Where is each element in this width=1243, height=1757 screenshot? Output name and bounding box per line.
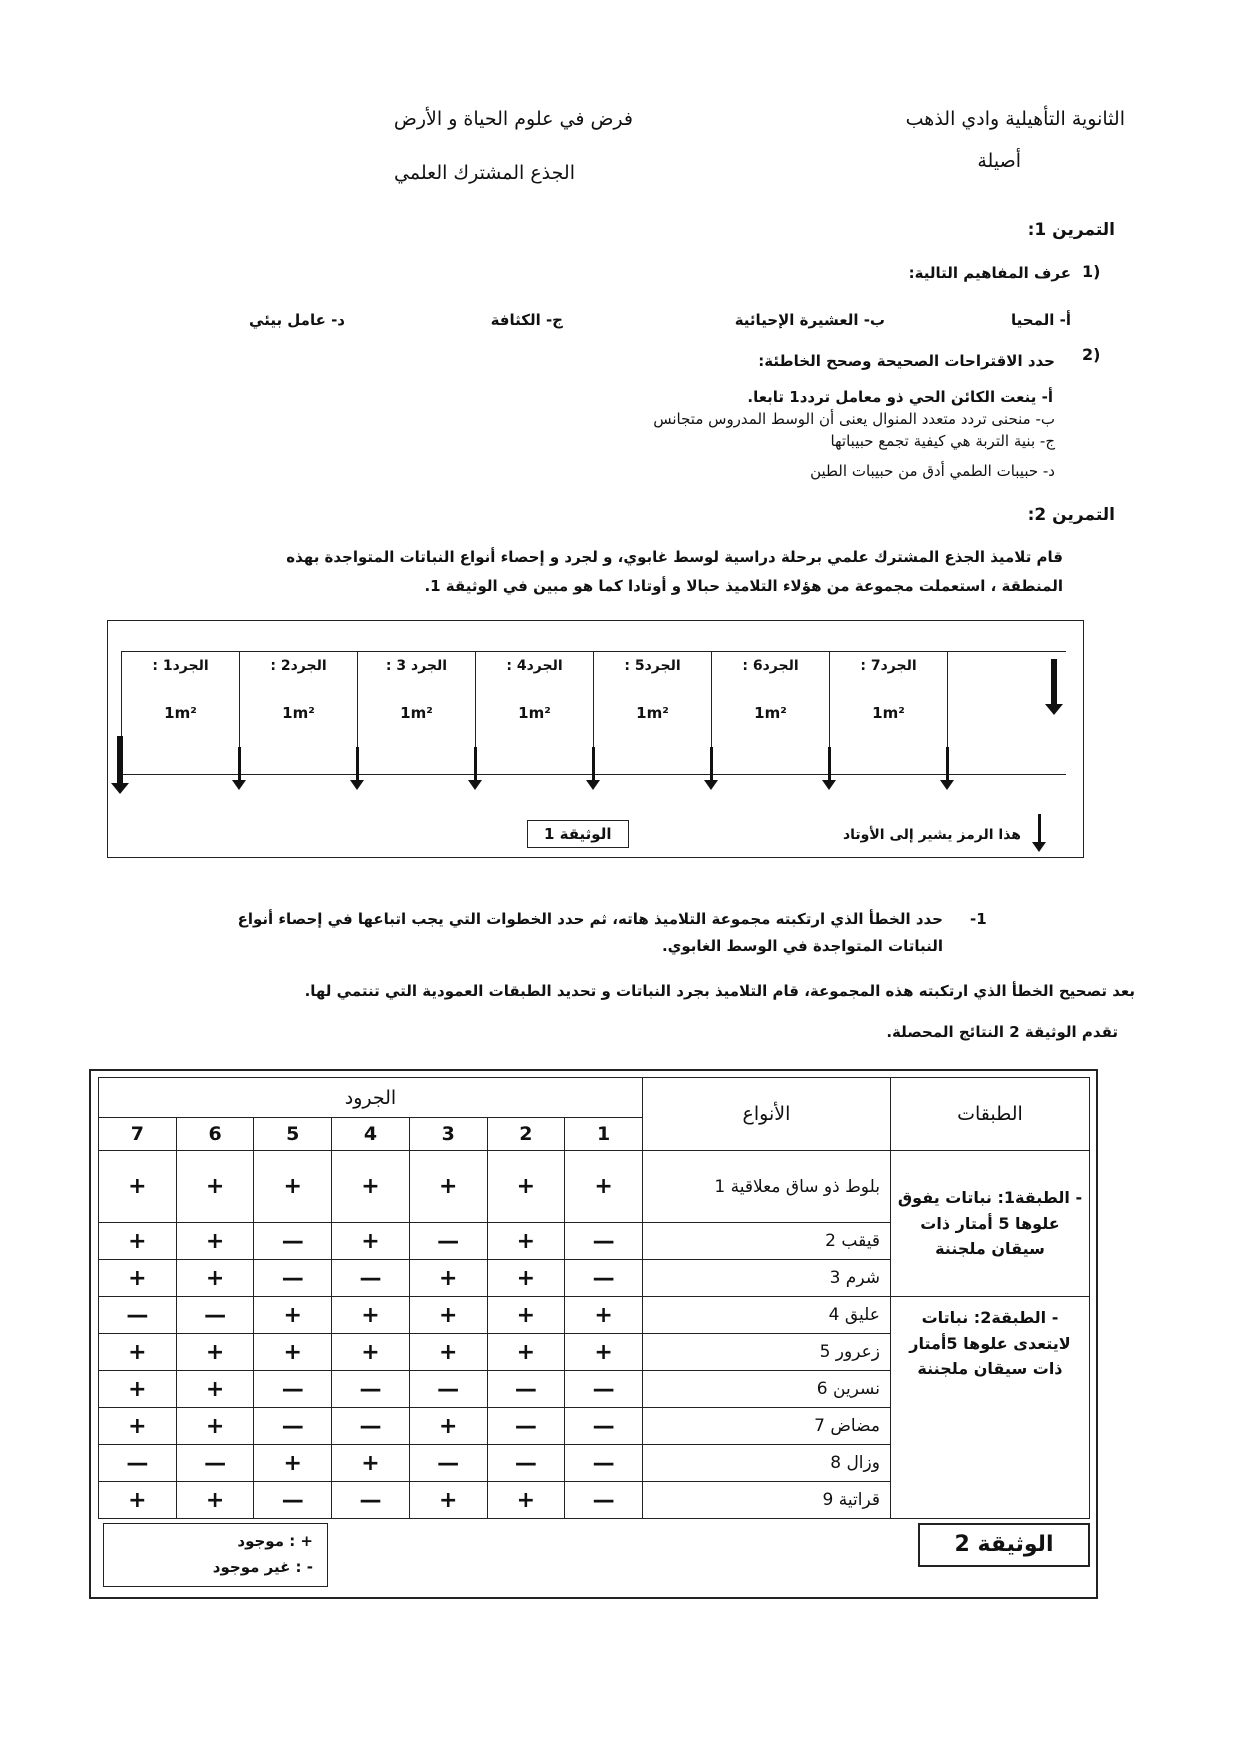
presence-mark: +: [99, 1408, 177, 1445]
quadrat-7-label: الجرد7 :: [860, 658, 917, 674]
presence-mark: +: [332, 1297, 410, 1334]
quadrat-1-label: الجرد1 :: [152, 658, 209, 674]
document1-figure: [107, 620, 1084, 858]
question1-line1: حدد الخطأ الذي ارتكبته مجموعة التلاميذ هاته، ثم حدد الخطوات التي يجب اتباعها في إحصاء أنواع: [237, 910, 943, 928]
presence-mark: +: [176, 1408, 254, 1445]
survey-number: 2: [487, 1118, 565, 1151]
presence-mark: —: [254, 1408, 332, 1445]
document2-table: [98, 1077, 1090, 1519]
quadrat-3-label: الجرد 3 :: [385, 658, 448, 674]
class-level: الجذع المشترك العلمي: [394, 162, 575, 184]
quadrat-7-area: 1m²: [872, 704, 905, 722]
table-row: [99, 1151, 1090, 1223]
stake-arrow-icon: [946, 747, 949, 782]
presence-mark: —: [254, 1260, 332, 1297]
q1-number: 1): [1082, 262, 1101, 281]
species-name: وزال 8: [642, 1445, 890, 1482]
stake-arrow-icon: [828, 747, 831, 782]
quadrat-6-area: 1m²: [754, 704, 787, 722]
presence-mark: —: [565, 1223, 643, 1260]
presence-mark: +: [409, 1334, 487, 1371]
presence-mark: —: [565, 1260, 643, 1297]
header-surveys: الجرود: [99, 1078, 643, 1118]
presence-mark: +: [332, 1151, 410, 1223]
q2-text: حدد الاقتراحات الصحيحة وصحح الخاطئة:: [758, 352, 1055, 370]
presence-mark: —: [409, 1371, 487, 1408]
quadrat-6-label: الجرد6 :: [742, 658, 799, 674]
layer2-description: - الطبقة2: نباتات لايتعدى علوها 5أمتار ذات سيقان ملجننة: [890, 1297, 1089, 1519]
table-row: [99, 1297, 1090, 1334]
survey-number: 1: [565, 1118, 643, 1151]
presence-mark: —: [99, 1445, 177, 1482]
presence-mark: +: [254, 1445, 332, 1482]
species-name: مضاض 7: [642, 1408, 890, 1445]
school-name: الثانوية التأهيلية وادي الذهب: [905, 108, 1125, 130]
survey-number: 3: [409, 1118, 487, 1151]
statement-d: د- حبيبات الطمي أدق من حبيبات الطين: [810, 462, 1055, 480]
presence-mark: —: [332, 1371, 410, 1408]
quadrat-4-area: 1m²: [518, 704, 551, 722]
quadrat-5-label: الجرد5 :: [624, 658, 681, 674]
survey-number: 5: [254, 1118, 332, 1151]
presence-mark: +: [176, 1334, 254, 1371]
presence-mark: —: [99, 1297, 177, 1334]
quadrat-4: [475, 652, 593, 774]
presence-mark: —: [487, 1445, 565, 1482]
document2-label: الوثيقة 2: [918, 1523, 1090, 1567]
presence-mark: +: [99, 1334, 177, 1371]
species-name: بلوط ذو ساق معلاقية 1: [642, 1151, 890, 1223]
stake-arrow-icon: [238, 747, 241, 782]
question1-number: -1: [970, 910, 987, 928]
quadrat-2: [239, 652, 357, 774]
species-name: زعرور 5: [642, 1334, 890, 1371]
presence-mark: +: [254, 1151, 332, 1223]
quadrat-1-area: 1m²: [164, 704, 197, 722]
after-correction-line2: تقدم الوثيقة 2 النتائج المحصلة.: [886, 1023, 1118, 1041]
presence-mark: +: [176, 1223, 254, 1260]
presence-mark: +: [332, 1334, 410, 1371]
quadrat-5-area: 1m²: [636, 704, 669, 722]
presence-mark: +: [409, 1260, 487, 1297]
stake-arrow-icon: [117, 736, 123, 786]
quadrat-6: [711, 652, 829, 774]
concept-a: أ- المحيا: [1011, 311, 1071, 329]
presence-mark: —: [254, 1371, 332, 1408]
presence-mark: —: [409, 1223, 487, 1260]
stake-legend-arrow-icon: [1038, 814, 1041, 844]
presence-mark: +: [99, 1223, 177, 1260]
presence-mark: +: [176, 1371, 254, 1408]
presence-mark: —: [176, 1297, 254, 1334]
presence-mark: +: [487, 1334, 565, 1371]
document1-label: الوثيقة 1: [527, 820, 629, 848]
quadrat-3-area: 1m²: [400, 704, 433, 722]
quadrat-1: [121, 652, 239, 774]
presence-mark: —: [332, 1408, 410, 1445]
species-name: نسرين 6: [642, 1371, 890, 1408]
school-city: أصيلة: [977, 150, 1021, 172]
species-name: قيقب 2: [642, 1223, 890, 1260]
quadrat-2-label: الجرد2 :: [270, 658, 327, 674]
stake-arrow-icon: [356, 747, 359, 782]
presence-mark: +: [409, 1408, 487, 1445]
presence-mark: —: [176, 1445, 254, 1482]
survey-number: 6: [176, 1118, 254, 1151]
presence-mark: —: [565, 1482, 643, 1519]
presence-mark: +: [487, 1482, 565, 1519]
presence-mark: +: [409, 1482, 487, 1519]
document2-legend: [103, 1523, 328, 1587]
presence-mark: —: [254, 1223, 332, 1260]
presence-mark: +: [409, 1151, 487, 1223]
presence-mark: —: [409, 1445, 487, 1482]
quadrat-4-label: الجرد4 :: [506, 658, 563, 674]
quadrat-5: [593, 652, 711, 774]
stake-legend-text: هذا الرمز يشير إلى الأوتاد: [842, 827, 1021, 843]
statement-b: ب- منحنى تردد متعدد المنوال يعنى أن الوسط المدروس متجانس: [653, 410, 1055, 428]
presence-mark: +: [99, 1371, 177, 1408]
quadrat-3: [357, 652, 475, 774]
concept-d: د- عامل بيئي: [249, 311, 345, 329]
presence-mark: +: [487, 1260, 565, 1297]
species-name: عليق 4: [642, 1297, 890, 1334]
presence-mark: —: [332, 1482, 410, 1519]
header-layers: الطبقات: [890, 1078, 1089, 1151]
presence-mark: +: [99, 1482, 177, 1519]
exam-title: فرض في علوم الحياة و الأرض: [393, 108, 633, 130]
after-correction-line1: بعد تصحيح الخطأ الذي ارتكبته هذه المجموعة، قام التلاميذ بجرد النباتات و تحديد الطبقات العمودية التي تنتمي لها.: [304, 982, 1135, 1000]
presence-mark: —: [565, 1371, 643, 1408]
exercise1-title: التمرين 1:: [1027, 220, 1115, 240]
presence-mark: +: [409, 1297, 487, 1334]
presence-mark: +: [487, 1151, 565, 1223]
quadrat-7: [829, 652, 947, 774]
presence-mark: +: [565, 1151, 643, 1223]
question1-line2: النباتات المتواجدة في الوسط الغابوي.: [661, 937, 943, 955]
survey-number: 7: [99, 1118, 177, 1151]
presence-mark: +: [487, 1223, 565, 1260]
stake-arrow-icon: [710, 747, 713, 782]
presence-mark: —: [565, 1445, 643, 1482]
presence-mark: +: [565, 1297, 643, 1334]
header-species: الأنواع: [642, 1078, 890, 1151]
survey-number: 4: [332, 1118, 410, 1151]
stake-arrow-icon: [592, 747, 595, 782]
statement-c: ج- بنية التربة هي كيفية تجمع حبيباتها: [830, 432, 1055, 450]
legend-absent: - : غير موجود: [212, 1558, 313, 1576]
q1-text: عرف المفاهيم التالية:: [908, 264, 1071, 282]
presence-mark: +: [487, 1297, 565, 1334]
presence-mark: —: [565, 1408, 643, 1445]
presence-mark: +: [176, 1260, 254, 1297]
layer1-description: - الطبقة1: نباتات يفوق علوها 5 أمتار ذات سيقان ملجننة: [890, 1151, 1089, 1297]
presence-mark: +: [176, 1151, 254, 1223]
concept-b: ب- العشيرة الإحيائية: [734, 311, 885, 329]
presence-mark: —: [254, 1482, 332, 1519]
species-name: قراتية 9: [642, 1482, 890, 1519]
presence-mark: +: [254, 1297, 332, 1334]
presence-mark: —: [332, 1260, 410, 1297]
concept-c: ج- الكثافة: [490, 311, 563, 329]
q2-number: 2): [1082, 345, 1101, 364]
presence-mark: +: [99, 1151, 177, 1223]
stake-arrow-icon: [474, 747, 477, 782]
presence-mark: +: [254, 1334, 332, 1371]
legend-present: + : موجود: [237, 1532, 313, 1550]
presence-mark: +: [332, 1223, 410, 1260]
exercise2-intro-line1: قام تلاميذ الجذع المشترك علمي برحلة دراسية لوسط غابوي، و لجرد و إحصاء أنواع النباتات المتواجدة بهذه: [286, 548, 1063, 566]
presence-mark: +: [565, 1334, 643, 1371]
statement-a: أ- ينعت الكائن الحي ذو معامل تردد1 تابعا.: [747, 388, 1053, 406]
presence-mark: +: [332, 1445, 410, 1482]
exercise2-intro-line2: المنطقة ، استعملت مجموعة من هؤلاء التلاميذ حبالا و أوتادا كما هو مبين في الوثيقة 1.: [424, 577, 1063, 595]
exercise2-title: التمرين 2:: [1027, 505, 1115, 525]
presence-mark: +: [176, 1482, 254, 1519]
presence-mark: —: [487, 1408, 565, 1445]
presence-mark: —: [487, 1371, 565, 1408]
presence-mark: +: [99, 1260, 177, 1297]
stake-arrow-icon: [1051, 659, 1057, 707]
species-name: شرم 3: [642, 1260, 890, 1297]
quadrat-2-area: 1m²: [282, 704, 315, 722]
